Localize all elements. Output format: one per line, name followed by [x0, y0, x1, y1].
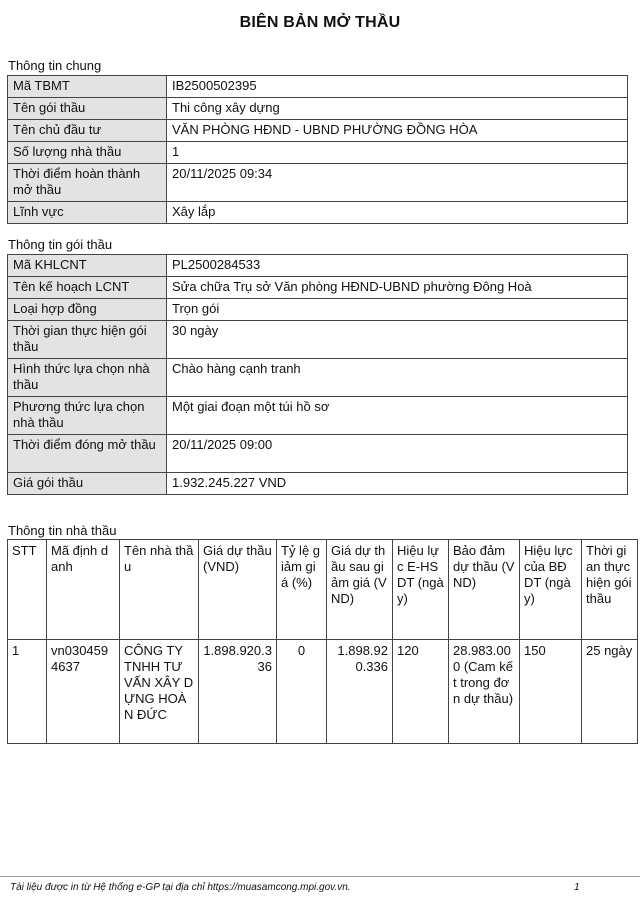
contractors-table — [7, 539, 638, 744]
table-row — [8, 142, 628, 164]
field-label: Thời điểm hoàn thành mở thầu — [8, 164, 167, 202]
field-value: 20/11/2025 09:00 — [167, 435, 628, 473]
page-number: 1 — [574, 882, 580, 893]
field-value: Một giai đoạn một túi hồ sơ — [167, 397, 628, 435]
field-value: IB2500502395 — [167, 76, 628, 98]
cell-name: CÔNG TY TNHH TƯ VẤN XÂY DỰNG HOÀN ĐỨC — [120, 640, 199, 744]
field-value: 1 — [167, 142, 628, 164]
page-title: BIÊN BẢN MỞ THẦU — [239, 14, 401, 31]
footer-divider — [0, 876, 640, 877]
field-label: Số lượng nhà thầu — [8, 142, 167, 164]
table-row — [8, 76, 628, 98]
cell-stt: 1 — [8, 640, 47, 744]
cell-guarantee: 28.983.000 (Cam kết trong đơn dự thầu) — [449, 640, 520, 744]
field-label: Tên gói thầu — [8, 98, 167, 120]
column-header-stt: STT — [8, 540, 47, 640]
cell-discount: 0 — [277, 640, 327, 744]
field-label: Thời điểm đóng mở thầu — [8, 435, 167, 473]
field-label: Loại hợp đồng — [8, 299, 167, 321]
field-value: Trọn gói — [167, 299, 628, 321]
field-value: Chào hàng cạnh tranh — [167, 359, 628, 397]
field-label: Mã KHLCNT — [8, 255, 167, 277]
field-label: Giá gói thầu — [8, 473, 167, 495]
table-row — [8, 120, 628, 142]
field-value: VĂN PHÒNG HĐND - UBND PHƯỜNG ĐỒNG HÒA — [167, 120, 628, 142]
table-row — [8, 277, 628, 299]
field-label: Lĩnh vực — [8, 202, 167, 224]
table-row — [8, 164, 628, 202]
table-row — [8, 202, 628, 224]
table-row — [8, 640, 638, 744]
cell-id: vn0304594637 — [47, 640, 120, 744]
field-value: Thi công xây dựng — [167, 98, 628, 120]
field-value: PL2500284533 — [167, 255, 628, 277]
section-contractors-label: Thông tin nhà thầu — [8, 523, 117, 538]
column-header-duration: Thời gian thực hiện gói thầu — [582, 540, 638, 640]
cell-price: 1.898.920.336 — [199, 640, 277, 744]
section-general-label: Thông tin chung — [8, 58, 102, 73]
table-row — [8, 435, 628, 473]
table-row — [8, 299, 628, 321]
field-label: Tên chủ đầu tư — [8, 120, 167, 142]
cell-guarantee-validity: 150 — [520, 640, 582, 744]
general-info-table — [7, 75, 628, 224]
cell-price-after: 1.898.920.336 — [327, 640, 393, 744]
field-label: Tên kế hoạch LCNT — [8, 277, 167, 299]
field-label: Thời gian thực hiện gói thầu — [8, 321, 167, 359]
field-value: Sửa chữa Trụ sở Văn phòng HĐND-UBND phường Đông Hoà — [167, 277, 628, 299]
column-header-validity: Hiệu lực E-HSDT (ngày) — [393, 540, 449, 640]
section-package-label: Thông tin gói thầu — [8, 237, 113, 252]
column-header-discount: Tỷ lệ giảm giá (%) — [277, 540, 327, 640]
column-header-guarantee-validity: Hiệu lực của BĐ DT (ngày) — [520, 540, 582, 640]
footer-text: Tài liệu được in từ Hệ thống e-GP tại địa chỉ https://muasamcong.mpi.gov.vn. — [10, 882, 351, 893]
table-header-row — [8, 540, 638, 640]
column-header-price-after: Giá dự thầu sau giảm giá (VND) — [327, 540, 393, 640]
cell-validity: 120 — [393, 640, 449, 744]
table-row — [8, 255, 628, 277]
column-header-id: Mã định danh — [47, 540, 120, 640]
field-value: 20/11/2025 09:34 — [167, 164, 628, 202]
field-value: Xây lắp — [167, 202, 628, 224]
cell-duration: 25 ngày — [582, 640, 638, 744]
table-row — [8, 321, 628, 359]
table-row — [8, 98, 628, 120]
table-row — [8, 473, 628, 495]
field-label: Mã TBMT — [8, 76, 167, 98]
table-row — [8, 397, 628, 435]
field-value: 1.932.245.227 VND — [167, 473, 628, 495]
table-row — [8, 359, 628, 397]
column-header-guarantee: Bảo đảm dự thầu (VND) — [449, 540, 520, 640]
field-label: Phương thức lựa chọn nhà thầu — [8, 397, 167, 435]
column-header-price: Giá dự thầu (VND) — [199, 540, 277, 640]
column-header-name: Tên nhà thầu — [120, 540, 199, 640]
package-info-table — [7, 254, 628, 495]
field-value: 30 ngày — [167, 321, 628, 359]
field-label: Hình thức lựa chọn nhà thầu — [8, 359, 167, 397]
